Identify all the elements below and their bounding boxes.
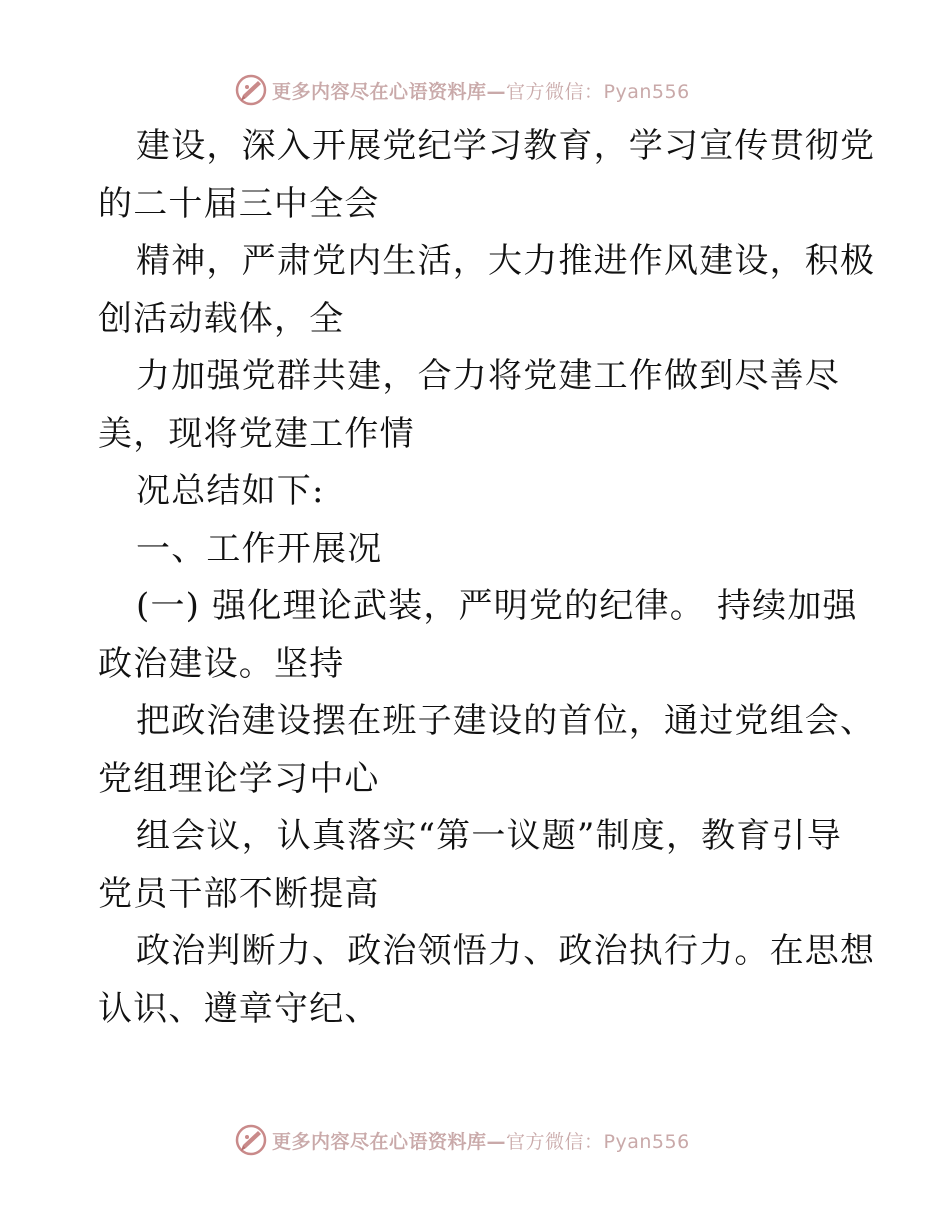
paragraph-line: 把政治建设摆在班子建设的首位，通过党组会、 (136, 701, 876, 741)
paragraph (98, 808, 858, 923)
paragraph-line: 组会议，认真落实“第一议题”制度，教育引导 (136, 816, 842, 856)
footer-site-text: 更多内容尽在心语资料库— (272, 1130, 507, 1153)
paragraph (98, 233, 876, 348)
document-body (98, 118, 876, 1038)
footer-watermark-banner (234, 1120, 690, 1160)
section-heading (98, 521, 858, 579)
paragraph-line: (一) 强化理论武装，严明党的纪律。 持续加强 (136, 586, 858, 626)
paragraph-line: 党组理论学习中心 (98, 758, 380, 799)
header-wechat-text: 官方微信：Pyan556 (506, 80, 690, 103)
footer-wechat-text: 官方微信：Pyan556 (506, 1130, 690, 1153)
paragraph-line: 建设，深入开展党纪学习教育，学习宣传贯彻党 (136, 126, 876, 166)
paragraph-line: 美，现将党建工作情 (98, 413, 415, 454)
paragraph (98, 693, 876, 808)
paragraph (98, 348, 858, 463)
paragraph-line: 认识、遵章守纪、 (98, 988, 380, 1029)
paragraph (98, 578, 858, 693)
section-heading-text: 一、工作开展况 (136, 528, 383, 569)
paragraph-line: 政治建设。坚持 (98, 643, 345, 684)
paragraph (98, 118, 876, 233)
paragraph-line: 党员干部不断提高 (98, 873, 380, 914)
header-watermark-banner (234, 70, 690, 110)
paragraph (98, 463, 858, 521)
paragraph-line: 精神，严肃党内生活，大力推进作风建设，积极 (136, 241, 876, 281)
paragraph-line: 政治判断力、政治领悟力、政治执行力。在思想 (136, 931, 876, 971)
header-site-text: 更多内容尽在心语资料库— (272, 80, 507, 103)
paragraph (98, 923, 876, 1038)
paragraph-line: 况总结如下: (136, 471, 325, 511)
brand-logo-icon (234, 1123, 268, 1157)
paragraph-line: 的二十届三中全会 (98, 183, 380, 224)
paragraph-line: 力加强党群共建，合力将党建工作做到尽善尽 (136, 356, 840, 396)
brand-logo-icon (234, 73, 268, 107)
paragraph-line: 创活动载体，全 (98, 298, 345, 339)
